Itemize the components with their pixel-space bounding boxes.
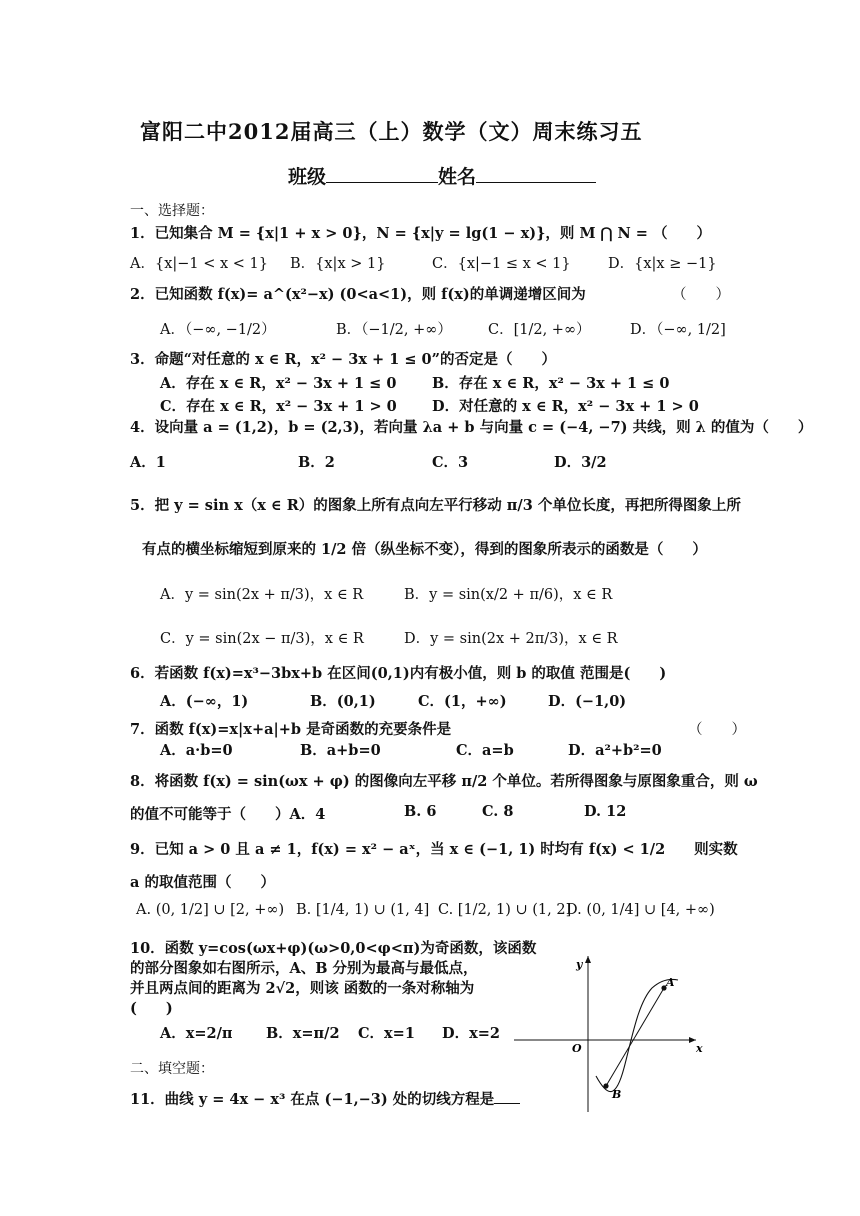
q2-answer-paren: （ ） [672,287,730,303]
q4-option-a: A．1 [130,454,166,471]
y-axis-arrow-icon [585,956,591,963]
q10-option-c: C．x=1 [358,1025,415,1042]
q8-option-d: D. 12 [584,803,627,820]
q5-stem-line1: 5．把 y = sin x（x ∈ R）的图象上所有点向左平行移动 π/3 个单位长度，再把所得图象上所 [130,497,741,514]
q9-stem-line2: a 的取值范围（ ） [130,874,275,891]
q6-option-a: A．(−∞，1) [160,693,249,710]
q10-option-d: D．x=2 [442,1025,500,1042]
page-title: 富阳二中2012届高三（上）数学（文）周末练习五 [140,119,643,144]
q1-option-b: B．{x|x > 1} [290,256,386,272]
section-choice: 一、选择题： [130,203,214,219]
q6-option-b: B．(0,1) [310,693,376,710]
name-blank [476,164,596,183]
q7-answer-paren: （ ） [688,722,746,738]
q4-option-b: B．2 [298,454,335,471]
q8-option-b: B. 6 [404,803,437,820]
q2-option-d: D．（−∞, 1/2] [630,322,726,338]
class-label: 班级 [288,166,327,188]
q9-option-a: A. (0, 1/2] ∪ [2, +∞) [136,902,285,918]
q5-stem-line2: 有点的横坐标缩短到原来的 1/2 倍（纵坐标不变），得到的图象所表示的函数是（ ） [142,541,707,558]
q6-option-d: D．(−1,0) [548,693,627,710]
q6-stem: 6．若函数 f(x)=x³−3bx+b 在区间(0,1)内有极小值，则 b 的取值 范围是( ) [130,665,667,682]
q5-option-d: D．y = sin(2x + 2π/3)，x ∈ R [404,631,618,647]
q9-stem-line1: 9．已知 a > 0 且 a ≠ 1，f(x) = x² − aˣ，当 x ∈ (−1, 1) 时均有 f(x) < 1/2 则实数 [130,841,738,858]
q10-line1: 10．函数 y=cos(ωx+φ)(ω>0,0<φ<π)为奇函数，该函数 [130,940,537,957]
q3-option-a: A．存在 x ∈ R，x² − 3x + 1 ≤ 0 [160,375,397,392]
q2-option-a: A．（−∞, −1/2） [160,322,276,338]
q5-option-b: B．y = sin(x/2 + π/6)，x ∈ R [404,587,613,603]
q7-option-c: C．a=b [456,742,514,759]
q5-option-a: A．y = sin(2x + π/3)，x ∈ R [160,587,364,603]
q3-stem: 3．命题“对任意的 x ∈ R，x² − 3x + 1 ≤ 0”的否定是（ ） [130,351,556,368]
q4-option-d: D．3/2 [554,454,607,471]
origin-label: O [572,1042,582,1055]
q2-option-c: C．[1/2, +∞） [488,322,591,338]
q2-option-b: B．（−1/2, +∞） [336,322,452,338]
y-axis-label: y [576,958,583,971]
q10-line3: 并且两点间的距离为 2√2，则该 函数的一条对称轴为 [130,980,475,997]
q9-option-b: B. [1/4, 1) ∪ (1, 4] [296,902,430,918]
q7-option-d: D．a²+b²=0 [568,742,662,759]
class-blank [326,164,438,183]
q7-option-b: B．a+b=0 [300,742,381,759]
x-axis-label: x [696,1042,703,1055]
q6-option-c: C．(1，+∞) [418,693,507,710]
q10-graph-figure [508,948,708,1118]
q11-answer-blank [494,1089,520,1104]
q10-option-a: A．x=2/π [160,1025,233,1042]
q3-option-c: C．存在 x ∈ R，x² − 3x + 1 > 0 [160,398,397,415]
q1-option-d: D．{x|x ≥ −1} [608,256,717,272]
q10-line2: 的部分图象如右图所示，A、B 分别为最高与最低点， [130,960,478,977]
q4-option-c: C．3 [432,454,469,471]
q2-stem: 2．已知函数 f(x)= a^(x²−x) (0<a<1)，则 f(x)的单调递增区间为 [130,286,586,303]
q8-option-c: C. 8 [482,803,514,820]
class-name-line [288,162,596,189]
point-b-label: B [612,1088,622,1101]
q7-stem: 7．函数 f(x)=x|x+a|+b 是奇函数的充要条件是 [130,721,452,738]
q3-option-d: D．对任意的 x ∈ R，x² − 3x + 1 > 0 [432,398,699,415]
q11-stem: 11．曲线 y = 4x − x³ 在点 (−1,−3) 处的切线方程是 [130,1091,495,1108]
q1-stem: 1．已知集合 M = {x|1 + x > 0}，N = {x|y = lg(1 − x)}，则 M ⋂ N = （ ） [130,225,711,242]
x-axis-arrow-icon [689,1037,696,1043]
q8-stem-line2: 的值不可能等于（ ）A．4 [130,806,326,823]
q11-line [130,1088,520,1109]
q7-option-a: A．a·b=0 [160,742,233,759]
point-b [603,1083,608,1088]
q10-line4: ( ) [130,1000,173,1017]
section-fill: 二、填空题： [130,1061,214,1077]
point-a-label: A [666,976,675,989]
q10-option-b: B．x=π/2 [266,1025,340,1042]
q9-option-c: C. [1/2, 1) ∪ (1, 2] [438,902,572,918]
segment-ab [606,988,664,1086]
q8-stem-line1: 8．将函数 f(x) = sin(ωx + φ) 的图像向左平移 π/2 个单位。若所得图象与原图象重合，则 ω [130,773,758,790]
q3-option-b: B．存在 x ∈ R，x² − 3x + 1 ≤ 0 [432,375,670,392]
q1-option-a: A．{x|−1 < x < 1} [130,256,268,272]
q5-option-c: C．y = sin(2x − π/3)，x ∈ R [160,631,364,647]
name-label: 姓名 [438,166,477,188]
curve [596,979,678,1091]
q9-option-d: D. (0, 1/4] ∪ [4, +∞) [566,902,715,918]
q1-option-c: C．{x|−1 ≤ x < 1} [432,256,571,272]
q4-stem: 4．设向量 a = (1,2)，b = (2,3)，若向量 λa + b 与向量 c = (−4, −7) 共线，则 λ 的值为（ ） [130,419,813,436]
